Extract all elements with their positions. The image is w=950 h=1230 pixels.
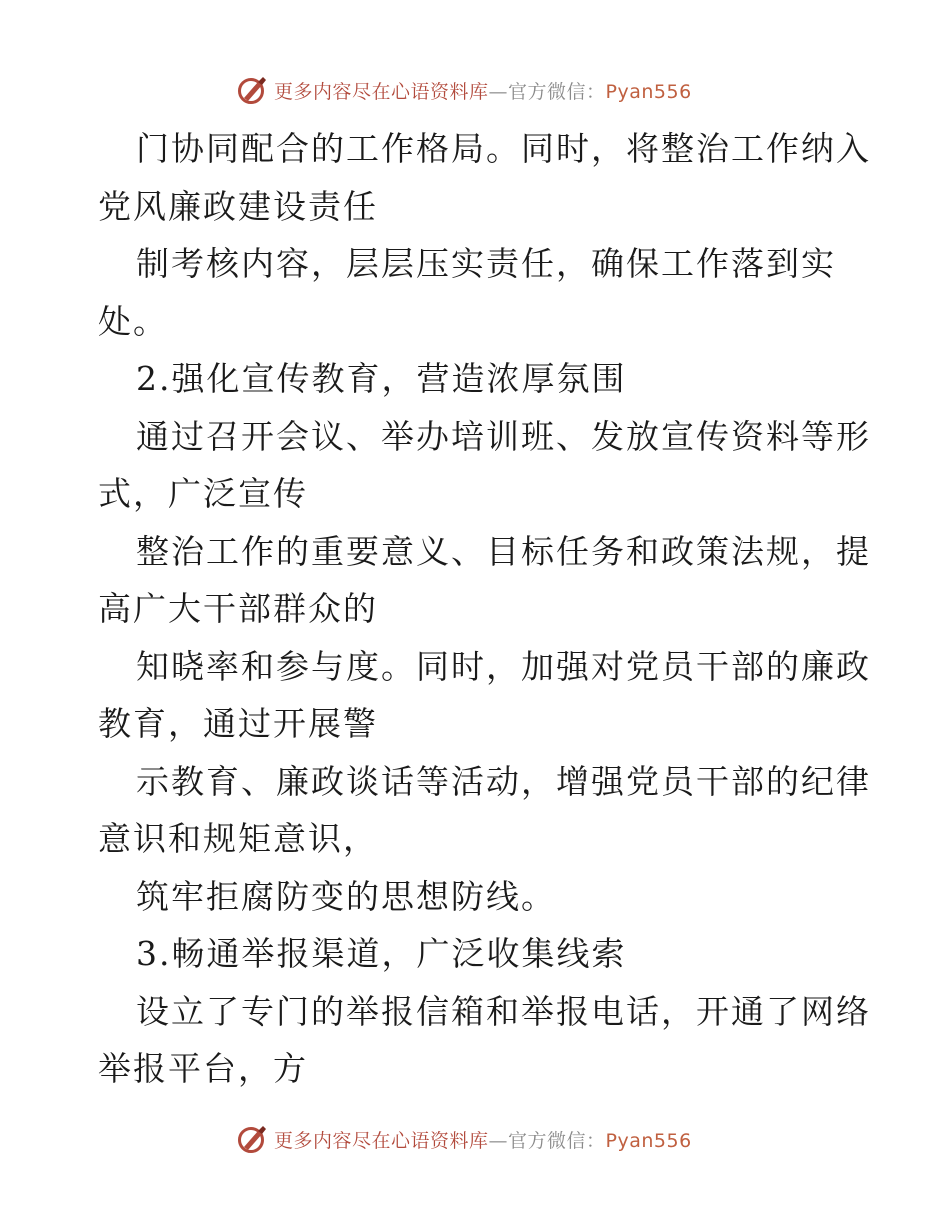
wechat-id: Pyan556 [605, 80, 692, 103]
pen-logo-icon [236, 1123, 268, 1155]
text-line: 举报平台，方 [98, 1049, 308, 1088]
footer-banner-text [274, 1126, 692, 1153]
footer-banner [236, 1121, 692, 1157]
text-line: 3.畅通举报渠道，广泛收集线索 [136, 934, 627, 973]
text-line: 式，广泛宣传 [98, 474, 308, 513]
text-line: 知晓率和参与度。同时，加强对党员干部的廉政 [136, 646, 871, 686]
wechat-label: 官方微信： [508, 1129, 606, 1152]
brand-text: 更多内容尽在心语资料库 [274, 1129, 489, 1152]
wechat-id: Pyan556 [605, 1129, 692, 1152]
text-line: 示教育、廉政谈话等活动，增强党员干部的纪律 [136, 761, 871, 801]
banner-separator: — [488, 80, 509, 103]
text-line: 处。 [98, 301, 168, 341]
text-line: 整治工作的重要意义、目标任务和政策法规，提 [136, 531, 871, 571]
text-line: 高广大干部群众的 [98, 589, 378, 628]
text-line: 意识和规矩意识， [98, 819, 378, 858]
text-line: 党风廉政建设责任 [98, 186, 378, 226]
text-line: 教育，通过开展警 [98, 704, 378, 743]
text-line: 制考核内容，层层压实责任，确保工作落到实 [136, 244, 836, 283]
pen-logo-icon [236, 74, 268, 106]
header-banner [236, 72, 692, 108]
text-line: 门协同配合的工作格局。同时，将整治工作纳入 [136, 129, 871, 168]
text-line: 2.强化宣传教育，营造浓厚氛围 [136, 359, 627, 398]
wechat-label: 官方微信： [508, 80, 606, 103]
header-banner-text [274, 77, 692, 104]
text-line: 通过召开会议、举办培训班、发放宣传资料等形 [136, 416, 871, 456]
text-line: 设立了专门的举报信箱和举报电话，开通了网络 [136, 991, 871, 1031]
banner-separator: — [488, 1129, 509, 1152]
brand-text: 更多内容尽在心语资料库 [274, 80, 489, 103]
document-body [98, 120, 871, 1098]
text-line: 筑牢拒腐防变的思想防线。 [136, 876, 556, 916]
